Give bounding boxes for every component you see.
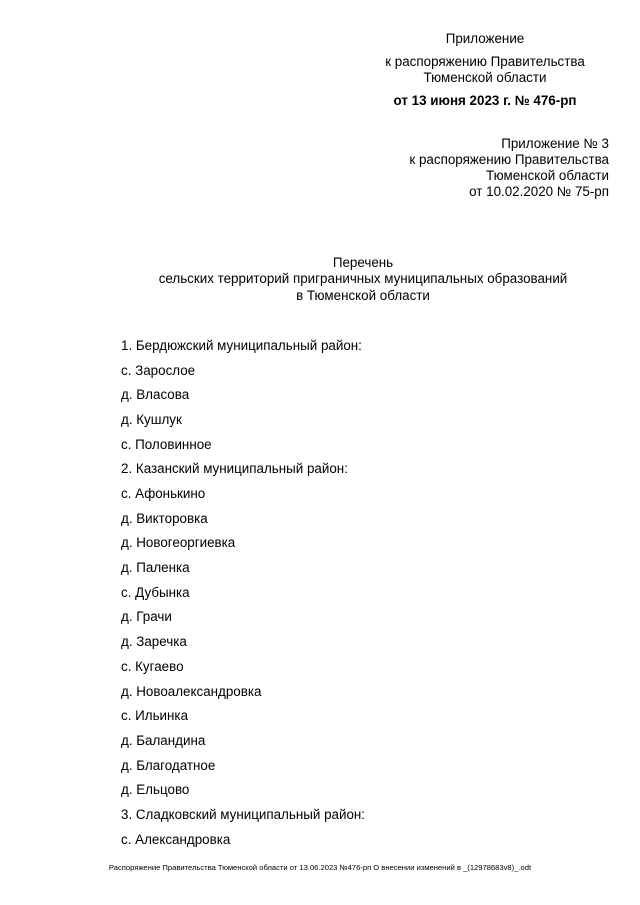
list-item: д. Грачи xyxy=(121,609,172,624)
header2-date: от 10.02.2020 № 75-рп xyxy=(469,184,609,199)
list-item: с. Зарослое xyxy=(121,363,196,378)
list-item: с. Дубынка xyxy=(121,585,190,600)
list-item: с. Ильинка xyxy=(121,708,189,723)
list-item: 3. Сладковский муниципальный район: xyxy=(121,807,366,822)
list-item: д. Кушлук xyxy=(121,412,182,427)
document-subtitle-1: сельских территорий приграничных муниципальных образований xyxy=(158,271,568,286)
header2-line3: Тюменской области xyxy=(486,168,609,183)
header1-line2: к распоряжению Правительства xyxy=(385,54,585,69)
header2-line2: к распоряжению Правительства xyxy=(409,152,609,167)
list-item: д. Благодатное xyxy=(121,758,216,773)
list-item: с. Половинное xyxy=(121,437,212,452)
page-footer: Распоряжение Правительства Тюменской области от 13.06.2023 №476-рп О внесении изменений в _(12978683v8)_.odt xyxy=(108,863,532,872)
list-item: д. Викторовка xyxy=(121,511,208,526)
list-item: с. Александровка xyxy=(121,832,231,847)
list-item: с. Афонькино xyxy=(121,486,206,501)
list-item: д. Заречка xyxy=(121,634,187,649)
list-item: с. Кугаево xyxy=(121,659,184,674)
list-item: д. Новоалександровка xyxy=(121,684,262,699)
list-item: д. Баландина xyxy=(121,733,206,748)
document-title: Перечень xyxy=(332,255,394,270)
list-item: д. Паленка xyxy=(121,560,190,575)
list-item: д. Ельцово xyxy=(121,782,190,797)
list-item: 2. Казанский муниципальный район: xyxy=(121,461,348,476)
list-item: 1. Бердюжский муниципальный район: xyxy=(121,338,362,353)
header1-title: Приложение xyxy=(445,31,525,46)
list-item: д. Власова xyxy=(121,387,190,402)
list-item: д. Новогеоргиевка xyxy=(121,535,236,550)
header1-date: от 13 июня 2023 г. № 476-рп xyxy=(393,93,577,108)
header2-title: Приложение № 3 xyxy=(501,136,609,151)
header1-line3: Тюменской области xyxy=(423,70,547,85)
document-subtitle-2: в Тюменской области xyxy=(296,288,430,303)
